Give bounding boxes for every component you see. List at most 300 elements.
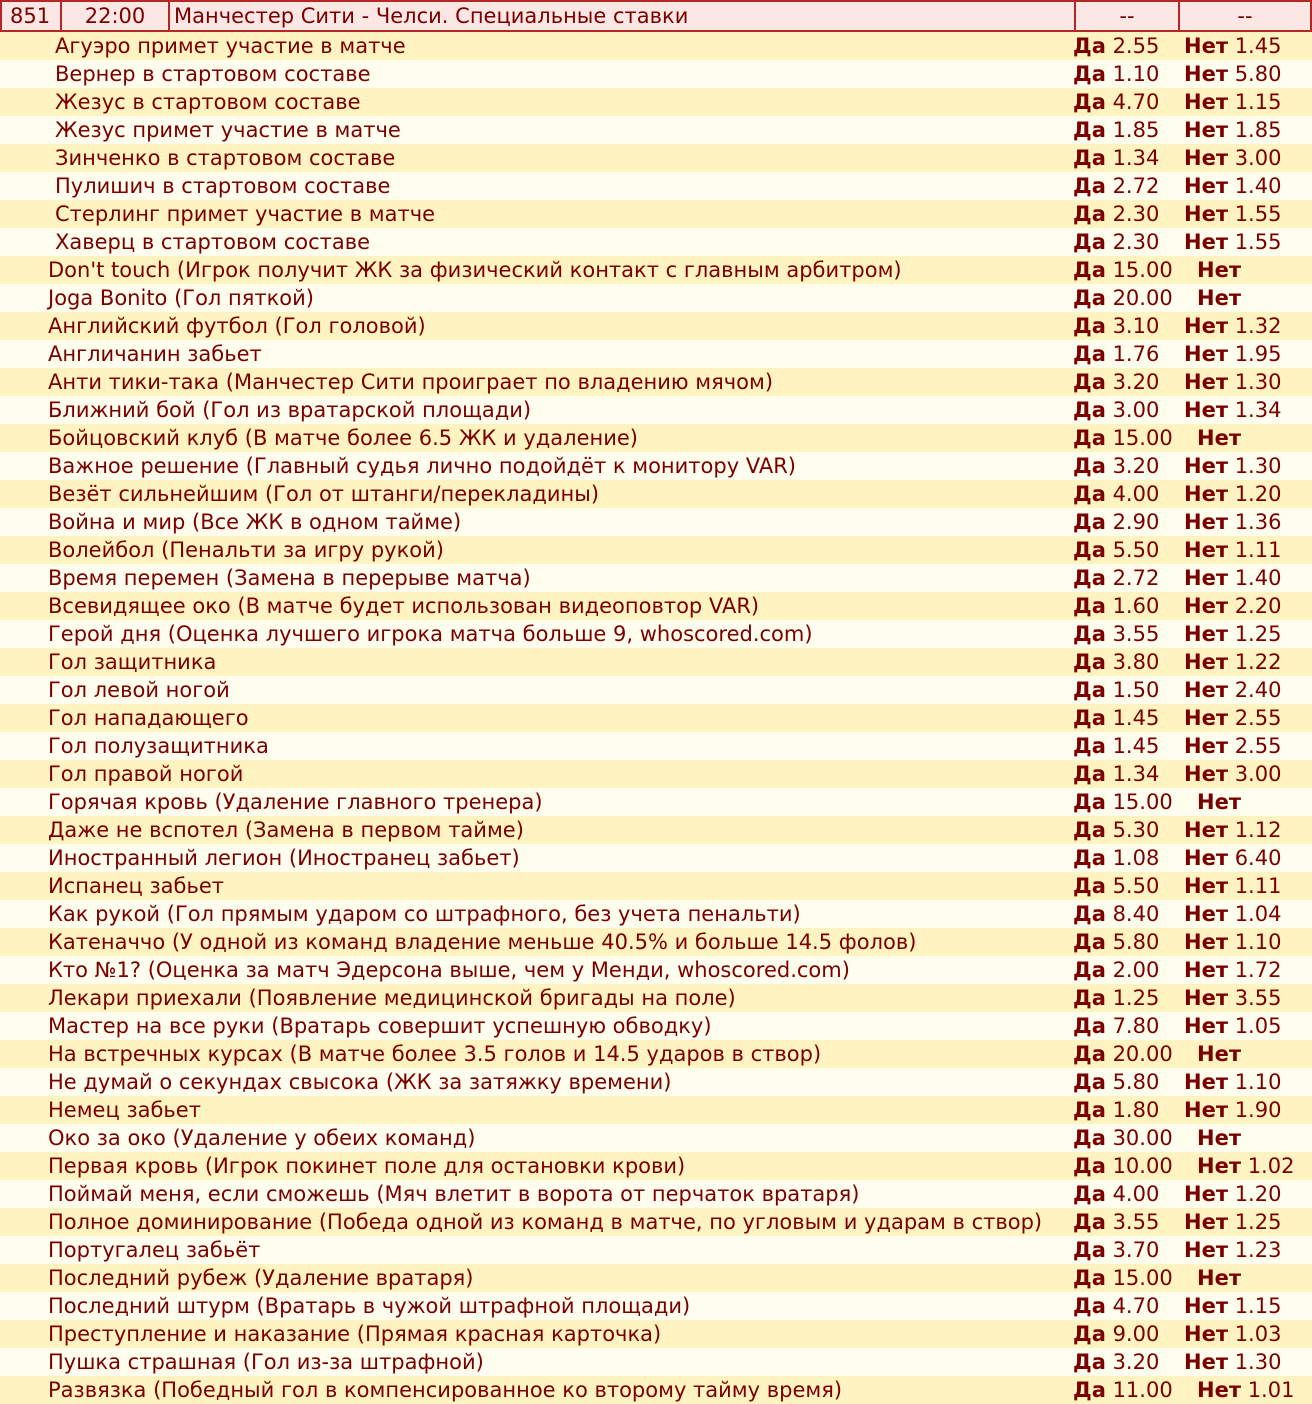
yes-label: Да (1073, 118, 1106, 142)
yes-label: Да (1073, 958, 1106, 982)
odds-yes[interactable] (1073, 732, 1159, 760)
bet-name: Агуэро примет участие в матче (55, 34, 406, 58)
no-label: Нет (1184, 174, 1228, 198)
bet-row (0, 172, 1312, 200)
yes-label: Да (1073, 1266, 1106, 1290)
no-label: Нет (1184, 566, 1228, 590)
odds-yes[interactable] (1073, 564, 1159, 592)
odds-yes[interactable] (1073, 1012, 1159, 1040)
bet-name: Ближний бой (Гол из вратарской площади) (48, 398, 532, 422)
no-value: 1.22 (1234, 650, 1282, 674)
yes-label: Да (1073, 902, 1106, 926)
bet-name: Важное решение (Главный судья лично подойдёт к монитору VAR) (48, 454, 796, 478)
odds-no[interactable] (1184, 984, 1281, 1012)
bet-name: Don't touch (Игрок получит ЖК за физический контакт с главным арбитром) (48, 258, 902, 282)
yes-value: 3.55 (1112, 1210, 1160, 1234)
no-label: Нет (1184, 874, 1228, 898)
bet-name: Гол левой ногой (48, 678, 230, 702)
odds-no[interactable] (1184, 396, 1281, 424)
bet-row (0, 256, 1312, 284)
bet-row (0, 424, 1312, 452)
yes-label: Да (1073, 1126, 1106, 1150)
no-label: Нет (1184, 146, 1228, 170)
yes-value: 2.55 (1112, 34, 1160, 58)
odds-yes[interactable] (1073, 1068, 1159, 1096)
no-label: Нет (1197, 1126, 1241, 1150)
no-label: Нет (1184, 510, 1228, 534)
bet-name: Война и мир (Все ЖК в одном тайме) (48, 510, 462, 534)
bet-name: Полное доминирование (Победа одной из команд в матче, по угловым и ударам в створ) (48, 1210, 1043, 1234)
odds-no[interactable] (1197, 1264, 1241, 1292)
odds-no[interactable] (1184, 536, 1281, 564)
odds-yes[interactable] (1073, 760, 1159, 788)
no-label: Нет (1184, 706, 1228, 730)
no-value: 1.40 (1234, 566, 1282, 590)
odds-no[interactable] (1184, 452, 1281, 480)
yes-label: Да (1073, 230, 1106, 254)
yes-value: 4.70 (1112, 1294, 1160, 1318)
no-value: 1.11 (1234, 538, 1282, 562)
odds-no[interactable] (1184, 676, 1281, 704)
odds-no[interactable] (1184, 648, 1281, 676)
odds-no[interactable] (1184, 956, 1281, 984)
odds-no[interactable] (1184, 1348, 1281, 1376)
no-label: Нет (1184, 622, 1228, 646)
bet-name: Волейбол (Пенальти за игру рукой) (48, 538, 444, 562)
no-value: 1.01 (1247, 1378, 1295, 1402)
odds-no[interactable] (1184, 1180, 1281, 1208)
yes-value: 1.50 (1112, 678, 1160, 702)
odds-yes[interactable] (1073, 844, 1159, 872)
no-value: 3.55 (1234, 986, 1282, 1010)
yes-value: 15.00 (1112, 790, 1173, 814)
yes-value: 11.00 (1112, 1378, 1173, 1402)
odds-no[interactable] (1184, 368, 1281, 396)
bet-name: Гол нападающего (48, 706, 249, 730)
bet-row (0, 144, 1312, 172)
no-value: 1.15 (1234, 1294, 1282, 1318)
bet-name: Анти тики-така (Манчестер Сити проиграет по владению мячом) (48, 370, 774, 394)
yes-value: 4.70 (1112, 90, 1160, 114)
odds-no[interactable] (1197, 1152, 1294, 1180)
odds-yes[interactable] (1073, 648, 1159, 676)
bet-row (0, 872, 1312, 900)
odds-no[interactable] (1184, 1096, 1281, 1124)
no-value: 1.12 (1234, 818, 1282, 842)
bet-name: Гол защитника (48, 650, 217, 674)
bet-name: Даже не вспотел (Замена в первом тайме) (48, 818, 524, 842)
no-label: Нет (1184, 370, 1228, 394)
yes-label: Да (1073, 1098, 1106, 1122)
bet-name: Везёт сильнейшим (Гол от штанги/перекладины) (48, 482, 600, 506)
no-value: 1.02 (1247, 1154, 1295, 1178)
yes-value: 5.30 (1112, 818, 1160, 842)
odds-yes[interactable] (1073, 1040, 1173, 1068)
odds-yes[interactable] (1073, 704, 1159, 732)
yes-label: Да (1073, 678, 1106, 702)
no-value: 1.90 (1234, 1098, 1282, 1122)
bet-name: Всевидящее око (В матче будет использован видеоповтор VAR) (48, 594, 760, 618)
yes-label: Да (1073, 930, 1106, 954)
yes-value: 3.10 (1112, 314, 1160, 338)
yes-value: 3.70 (1112, 1238, 1160, 1262)
no-value: 1.05 (1234, 1014, 1282, 1038)
odds-no[interactable] (1184, 844, 1281, 872)
yes-value: 3.20 (1112, 1350, 1160, 1374)
odds-no[interactable] (1184, 928, 1281, 956)
yes-value: 3.55 (1112, 622, 1160, 646)
bet-row (0, 1348, 1312, 1376)
odds-no[interactable] (1184, 900, 1281, 928)
odds-yes[interactable] (1073, 956, 1159, 984)
yes-label: Да (1073, 986, 1106, 1010)
bet-name: Пушка страшная (Гол из-за штрафной) (48, 1350, 484, 1374)
odds-yes[interactable] (1073, 228, 1159, 256)
odds-yes[interactable] (1073, 1292, 1159, 1320)
odds-yes[interactable] (1073, 172, 1159, 200)
yes-label: Да (1073, 426, 1106, 450)
no-value: 1.20 (1234, 1182, 1282, 1206)
odds-no[interactable] (1184, 172, 1281, 200)
bet-row (0, 1236, 1312, 1264)
odds-yes[interactable] (1073, 312, 1159, 340)
yes-value: 1.45 (1112, 734, 1160, 758)
event-number: 851 (0, 2, 62, 30)
no-value: 1.10 (1234, 930, 1282, 954)
no-value: 3.00 (1234, 146, 1282, 170)
bet-row (0, 452, 1312, 480)
yes-value: 1.85 (1112, 118, 1160, 142)
bet-name: Не думай о секундах свысока (ЖК за затяжку времени) (48, 1070, 672, 1094)
odds-no[interactable] (1197, 424, 1241, 452)
yes-label: Да (1073, 370, 1106, 394)
no-value: 1.55 (1234, 230, 1282, 254)
bet-name: Последний штурм (Вратарь в чужой штрафной площади) (48, 1294, 691, 1318)
no-value: 1.40 (1234, 174, 1282, 198)
bet-name: Катеначчо (У одной из команд владение меньше 40.5% и больше 14.5 фолов) (48, 930, 917, 954)
bet-row (0, 536, 1312, 564)
no-value: 1.32 (1234, 314, 1282, 338)
bet-name: Англичанин забьет (48, 342, 262, 366)
yes-value: 4.00 (1112, 482, 1160, 506)
no-value: 1.55 (1234, 202, 1282, 226)
yes-value: 15.00 (1112, 258, 1173, 282)
yes-label: Да (1073, 874, 1106, 898)
bet-row (0, 1320, 1312, 1348)
yes-value: 1.10 (1112, 62, 1160, 86)
odds-yes[interactable] (1073, 1236, 1159, 1264)
odds-yes[interactable] (1073, 396, 1159, 424)
bet-name: Английский футбол (Гол головой) (48, 314, 426, 338)
no-label: Нет (1184, 1238, 1228, 1262)
no-label: Нет (1184, 1294, 1228, 1318)
no-value: 3.00 (1234, 762, 1282, 786)
yes-label: Да (1073, 258, 1106, 282)
no-label: Нет (1184, 454, 1228, 478)
odds-no[interactable] (1184, 340, 1281, 368)
no-label: Нет (1184, 1350, 1228, 1374)
no-label: Нет (1184, 202, 1228, 226)
odds-yes[interactable] (1073, 1376, 1173, 1404)
yes-value: 3.80 (1112, 650, 1160, 674)
no-label: Нет (1184, 650, 1228, 674)
odds-yes[interactable] (1073, 60, 1159, 88)
no-label: Нет (1184, 1182, 1228, 1206)
odds-no[interactable] (1184, 88, 1281, 116)
odds-yes[interactable] (1073, 984, 1159, 1012)
bet-row (0, 788, 1312, 816)
yes-value: 1.60 (1112, 594, 1160, 618)
odds-no[interactable] (1184, 732, 1281, 760)
no-value: 1.36 (1234, 510, 1282, 534)
odds-yes[interactable] (1073, 1208, 1159, 1236)
bet-row (0, 368, 1312, 396)
no-label: Нет (1184, 930, 1228, 954)
odds-no[interactable] (1197, 284, 1241, 312)
yes-label: Да (1073, 1070, 1106, 1094)
yes-value: 5.50 (1112, 874, 1160, 898)
odds-no[interactable] (1184, 228, 1281, 256)
event-title[interactable]: Манчестер Сити - Челси. Специальные ставки (170, 2, 1076, 30)
bet-name: Иностранный легион (Иностранец забьет) (48, 846, 520, 870)
no-value: 1.11 (1234, 874, 1282, 898)
bet-row (0, 984, 1312, 1012)
bet-name: Гол правой ногой (48, 762, 244, 786)
yes-value: 15.00 (1112, 1266, 1173, 1290)
yes-label: Да (1073, 1238, 1106, 1262)
odds-yes[interactable] (1073, 284, 1173, 312)
yes-value: 2.72 (1112, 174, 1160, 198)
odds-no[interactable] (1184, 872, 1281, 900)
odds-yes[interactable] (1073, 424, 1173, 452)
no-value: 1.30 (1234, 370, 1282, 394)
odds-no[interactable] (1184, 200, 1281, 228)
bet-row (0, 1040, 1312, 1068)
no-value: 1.45 (1234, 34, 1282, 58)
bet-row (0, 508, 1312, 536)
yes-value: 20.00 (1112, 286, 1173, 310)
odds-yes[interactable] (1073, 928, 1159, 956)
no-value: 1.04 (1234, 902, 1282, 926)
odds-yes[interactable] (1073, 872, 1159, 900)
bet-name: Первая кровь (Игрок покинет поле для остановки крови) (48, 1154, 686, 1178)
bet-row (0, 1152, 1312, 1180)
yes-label: Да (1073, 538, 1106, 562)
yes-value: 8.40 (1112, 902, 1160, 926)
no-value: 1.30 (1234, 454, 1282, 478)
yes-label: Да (1073, 1182, 1106, 1206)
yes-value: 2.90 (1112, 510, 1160, 534)
yes-value: 2.00 (1112, 958, 1160, 982)
yes-value: 5.80 (1112, 930, 1160, 954)
odds-no[interactable] (1184, 704, 1281, 732)
yes-label: Да (1073, 454, 1106, 478)
odds-yes[interactable] (1073, 116, 1159, 144)
bet-name: Хаверц в стартовом составе (55, 230, 371, 254)
odds-yes[interactable] (1073, 536, 1159, 564)
odds-yes[interactable] (1073, 32, 1159, 60)
odds-yes[interactable] (1073, 1264, 1173, 1292)
odds-yes[interactable] (1073, 788, 1173, 816)
odds-no[interactable] (1184, 564, 1281, 592)
yes-value: 1.34 (1112, 762, 1160, 786)
odds-yes[interactable] (1073, 592, 1159, 620)
bet-name: Горячая кровь (Удаление главного тренера) (48, 790, 543, 814)
odds-no[interactable] (1184, 816, 1281, 844)
odds-no[interactable] (1197, 788, 1241, 816)
yes-value: 10.00 (1112, 1154, 1173, 1178)
no-value: 2.20 (1234, 594, 1282, 618)
bet-row (0, 1124, 1312, 1152)
bet-row (0, 648, 1312, 676)
no-value: 1.85 (1234, 118, 1282, 142)
no-label: Нет (1184, 986, 1228, 1010)
odds-yes[interactable] (1073, 1180, 1159, 1208)
yes-label: Да (1073, 174, 1106, 198)
odds-yes[interactable] (1073, 1320, 1159, 1348)
yes-label: Да (1073, 706, 1106, 730)
odds-no[interactable] (1197, 1124, 1241, 1152)
bet-name: Око за око (Удаление у обеих команд) (48, 1126, 476, 1150)
odds-yes[interactable] (1073, 1124, 1173, 1152)
yes-label: Да (1073, 62, 1106, 86)
bet-name: Joga Bonito (Гол пяткой) (48, 286, 314, 310)
bet-row (0, 704, 1312, 732)
odds-yes[interactable] (1073, 480, 1159, 508)
odds-no[interactable] (1184, 592, 1281, 620)
odds-yes[interactable] (1073, 144, 1159, 172)
odds-no[interactable] (1184, 508, 1281, 536)
odds-yes[interactable] (1073, 368, 1159, 396)
odds-yes[interactable] (1073, 676, 1159, 704)
no-value: 1.20 (1234, 482, 1282, 506)
yes-label: Да (1073, 90, 1106, 114)
bet-row (0, 1208, 1312, 1236)
no-value: 1.03 (1234, 1322, 1282, 1346)
no-value: 2.55 (1234, 734, 1282, 758)
odds-no[interactable] (1184, 760, 1281, 788)
no-label: Нет (1184, 846, 1228, 870)
odds-no[interactable] (1184, 1292, 1281, 1320)
odds-yes[interactable] (1073, 1096, 1159, 1124)
odds-yes[interactable] (1073, 1152, 1173, 1180)
no-label: Нет (1184, 1070, 1228, 1094)
odds-yes[interactable] (1073, 620, 1159, 648)
no-label: Нет (1184, 958, 1228, 982)
bet-row (0, 900, 1312, 928)
yes-value: 2.72 (1112, 566, 1160, 590)
yes-value: 3.20 (1112, 370, 1160, 394)
no-value: 1.30 (1234, 1350, 1282, 1374)
yes-label: Да (1073, 1294, 1106, 1318)
bet-row (0, 1292, 1312, 1320)
odds-yes[interactable] (1073, 452, 1159, 480)
odds-no[interactable] (1184, 1208, 1281, 1236)
no-label: Нет (1184, 594, 1228, 618)
no-label: Нет (1184, 762, 1228, 786)
odds-yes[interactable] (1073, 256, 1173, 284)
odds-no[interactable] (1197, 1040, 1241, 1068)
odds-no[interactable] (1197, 256, 1241, 284)
odds-no[interactable] (1184, 144, 1281, 172)
no-value: 2.40 (1234, 678, 1282, 702)
no-label: Нет (1184, 482, 1228, 506)
odds-no[interactable] (1184, 32, 1281, 60)
bet-row (0, 116, 1312, 144)
no-value: 5.80 (1234, 62, 1282, 86)
odds-no[interactable] (1184, 60, 1281, 88)
yes-label: Да (1073, 510, 1106, 534)
yes-label: Да (1073, 846, 1106, 870)
yes-value: 7.80 (1112, 1014, 1160, 1038)
yes-label: Да (1073, 762, 1106, 786)
yes-value: 9.00 (1112, 1322, 1160, 1346)
bet-row (0, 60, 1312, 88)
yes-label: Да (1073, 1350, 1106, 1374)
bet-name: Жезус примет участие в матче (55, 118, 401, 142)
bet-row (0, 1264, 1312, 1292)
odds-no[interactable] (1184, 1320, 1281, 1348)
odds-yes[interactable] (1073, 900, 1159, 928)
header-odds-col-1: -- (1076, 2, 1180, 30)
yes-label: Да (1073, 1210, 1106, 1234)
odds-yes[interactable] (1073, 1348, 1159, 1376)
bet-name: Зинченко в стартовом составе (55, 146, 396, 170)
odds-yes[interactable] (1073, 88, 1159, 116)
odds-no[interactable] (1184, 1012, 1281, 1040)
odds-no[interactable] (1184, 1068, 1281, 1096)
odds-no[interactable] (1197, 1376, 1294, 1404)
yes-label: Да (1073, 398, 1106, 422)
bet-row (0, 620, 1312, 648)
bet-name: Гол полузащитника (48, 734, 269, 758)
no-label: Нет (1184, 342, 1228, 366)
odds-no[interactable] (1184, 620, 1281, 648)
yes-value: 20.00 (1112, 1042, 1173, 1066)
odds-yes[interactable] (1073, 200, 1159, 228)
odds-no[interactable] (1184, 312, 1281, 340)
no-label: Нет (1184, 230, 1228, 254)
no-label: Нет (1197, 286, 1241, 310)
odds-no[interactable] (1184, 480, 1281, 508)
no-label: Нет (1184, 62, 1228, 86)
bet-name: Жезус в стартовом составе (55, 90, 361, 114)
yes-label: Да (1073, 202, 1106, 226)
odds-no[interactable] (1184, 1236, 1281, 1264)
bet-row (0, 88, 1312, 116)
yes-value: 1.76 (1112, 342, 1160, 366)
bet-row (0, 284, 1312, 312)
odds-yes[interactable] (1073, 508, 1159, 536)
bet-row (0, 760, 1312, 788)
yes-label: Да (1073, 734, 1106, 758)
bet-name: Преступление и наказание (Прямая красная карточка) (48, 1322, 662, 1346)
no-label: Нет (1197, 1378, 1241, 1402)
bet-name: Пулишич в стартовом составе (55, 174, 391, 198)
event-header (0, 0, 1312, 32)
bet-row (0, 396, 1312, 424)
no-label: Нет (1184, 314, 1228, 338)
bet-row (0, 676, 1312, 704)
odds-yes[interactable] (1073, 816, 1159, 844)
bet-name: Бойцовский клуб (В матче более 6.5 ЖК и удаление) (48, 426, 638, 450)
bet-name: Кто №1? (Оценка за матч Эдерсона выше, чем у Менди, whoscored.com) (48, 958, 850, 982)
yes-label: Да (1073, 286, 1106, 310)
odds-no[interactable] (1184, 116, 1281, 144)
yes-label: Да (1073, 34, 1106, 58)
yes-label: Да (1073, 1378, 1106, 1402)
odds-yes[interactable] (1073, 340, 1159, 368)
